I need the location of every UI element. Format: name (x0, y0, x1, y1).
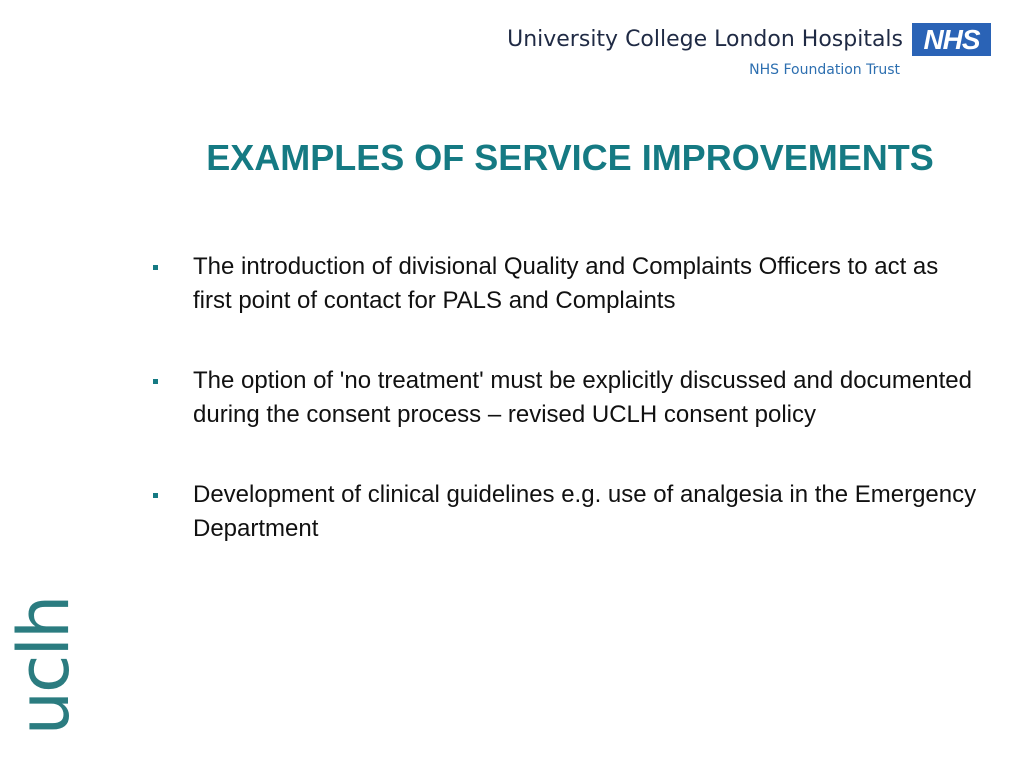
bullet-item (150, 364, 980, 432)
organization-name: University College London Hospitals (507, 27, 903, 52)
bullet-item (150, 478, 980, 546)
bullet-text: The introduction of divisional Quality and Complaints Officers to act as first point of contact for PALS and Complaints (193, 253, 939, 314)
bullet-item (150, 250, 980, 318)
bullet-square-icon (153, 265, 158, 270)
organization-trust: NHS Foundation Trust (749, 62, 900, 78)
bullet-text: Development of clinical guidelines e.g. use of analgesia in the Emergency Department (193, 481, 977, 542)
uclh-side-logo (3, 590, 85, 742)
uclh-logo-text: uclh (3, 596, 85, 736)
bullet-square-icon (153, 493, 158, 498)
bullet-text: The option of 'no treatment' must be explicitly discussed and documented during the consent process – revised UCLH consent policy (193, 367, 972, 428)
bullet-list (150, 250, 980, 592)
nhs-logo: NHS (912, 23, 991, 56)
bullet-square-icon (153, 379, 158, 384)
slide-title: EXAMPLES OF SERVICE IMPROVEMENTS (206, 137, 934, 178)
